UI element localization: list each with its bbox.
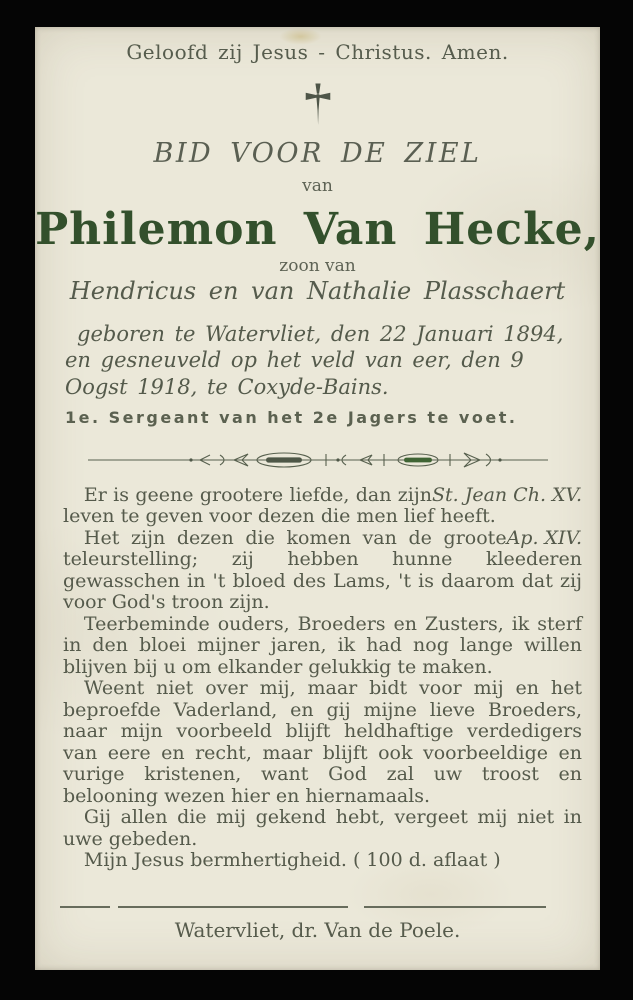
footer-rule (60, 905, 580, 908)
ornamental-divider-icon (88, 449, 548, 471)
paragraph-quote-1: St. Jean Ch. XV. Er is geene grootere liefde, dan zijn leven te geven voor dezen die men lief heeft. (63, 483, 582, 528)
son-of-label: zoon van (279, 256, 356, 276)
paragraph-quote-2: Ap. XIV. Het zijn dezen die komen van de groote teleurstelling; zij hebben hunne kleederen gewasschen in 't bloed des Lams, 't is daarom dat zij voor God's troon zijn. (63, 526, 582, 614)
parents-names: Hendricus en van Nathalie Plasschaert (69, 277, 566, 305)
paragraph-indulgence: Mijn Jesus bermhertigheid. ( 100 d. aflaat ) (83, 849, 501, 872)
paragraph-farewell: Teerbeminde ouders, Broeders en Zusters, ik sterf in den bloei mijner jaren, ik had nog lange willen blijven bij u om elkander gelukkig te maken. (63, 612, 582, 678)
memorial-card (35, 27, 600, 970)
military-rank-line: 1e. Sergeant van het 2e Jagers te voet. (65, 407, 518, 427)
van-label: van (302, 176, 333, 196)
prayer-text-block (63, 485, 582, 872)
citation-2: Ap. XIV. (506, 526, 582, 549)
latin-cross-icon (35, 76, 600, 136)
card-title: BID VOOR DE ZIEL (153, 138, 482, 169)
citation-1: St. Jean Ch. XV. (431, 483, 582, 506)
paragraph-exhortation: Weent niet over mij, maar bidt voor mij en het beproefde Vaderland, en gij mijne lieve Broeders, naar mijn voorbeeld blijft heldhaftige verdedigers van eere en recht, maar blijft ook voorbeeldige en vurige kristenen, want God zal uw troost en belooning wezen hier en hiernamaals. (63, 677, 582, 807)
deceased-name: Philemon Van Hecke, (35, 204, 600, 255)
blessing-text: Geloofd zij Jesus - Christus. Amen. (126, 40, 509, 64)
printer-imprint: Watervliet, dr. Van de Poele. (174, 918, 461, 942)
birth-death-text: geboren te Watervliet, den 22 Januari 1894, en gesneuveld op het veld van eer, den 9 Oogst 1918, te Coxyde-Bains. (65, 322, 564, 399)
paragraph-remembrance: Gij allen die mij gekend hebt, vergeet mij niet in uwe gebeden. (63, 806, 582, 850)
